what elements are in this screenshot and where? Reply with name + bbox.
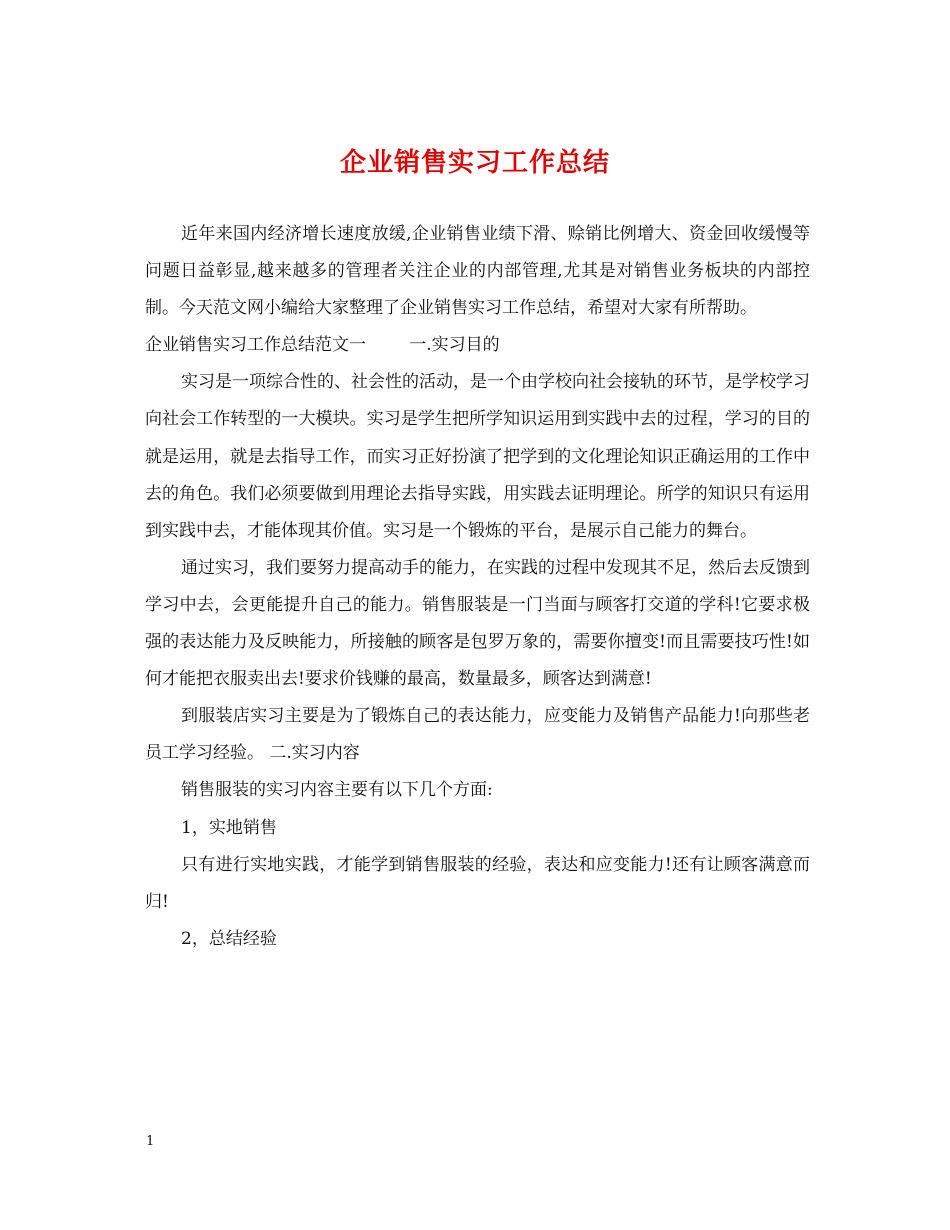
- list-item-heading: 1，实地销售: [181, 817, 277, 838]
- body-paragraph: 近年来国内经济增长速度放缓,企业销售业绩下滑、赊销比例增大、资金回收缓慢等问题日益彰显,越来越多的管理者关注企业的内部管理,尤其是对销售业务板块的内部控制。今天范文网小编给大家整理了企业销售实习工作总结，希望对大家有所帮助。: [145, 224, 810, 319]
- body-paragraph: 销售服装的实习内容主要有以下几个方面:: [181, 780, 493, 801]
- page-number: 1: [146, 1134, 155, 1149]
- section-heading-purpose: 企业销售实习工作总结范文一 一.实习目的: [145, 335, 500, 356]
- document-body: [145, 216, 810, 958]
- body-paragraph: 通过实习，我们要努力提高动手的能力，在实践的过程中发现其不足，然后去反馈到学习中去，会更能提升自己的能力。销售服装是一门当面与顾客打交道的学科!它要求极强的表达能力及反映能力，所接触的顾客是包罗万象的，需要你擅变!而且需要技巧性!如何才能把衣服卖出去!要求价钱赚的最高，数量最多，顾客达到满意!: [145, 557, 810, 690]
- body-paragraph: 实习是一项综合性的、社会性的活动，是一个由学校向社会接轨的环节，是学校学习向社会工作转型的一大模块。实习是学生把所学知识运用到实践中去的过程，学习的目的就是运用，就是去指导工作，而实习正好扮演了把学到的文化理论知识正确运用的工作中去的角色。我们必须要做到用理论去指导实践，用实践去证明理论。所学的知识只有运用到实践中去，才能体现其价值。实习是一个锻炼的平台，是展示自己能力的舞台。: [145, 372, 810, 541]
- body-paragraph: 只有进行实地实践，才能学到销售服装的经验，表达和应变能力!还有让顾客满意而归!: [145, 854, 810, 912]
- body-paragraph: 到服装店实习主要是为了锻炼自己的表达能力，应变能力及销售产品能力!向那些老员工学习经验。 二.实习内容: [145, 706, 810, 764]
- list-item-heading: 2，总结经验: [181, 928, 277, 949]
- document-title: 企业销售实习工作总结: [339, 148, 610, 178]
